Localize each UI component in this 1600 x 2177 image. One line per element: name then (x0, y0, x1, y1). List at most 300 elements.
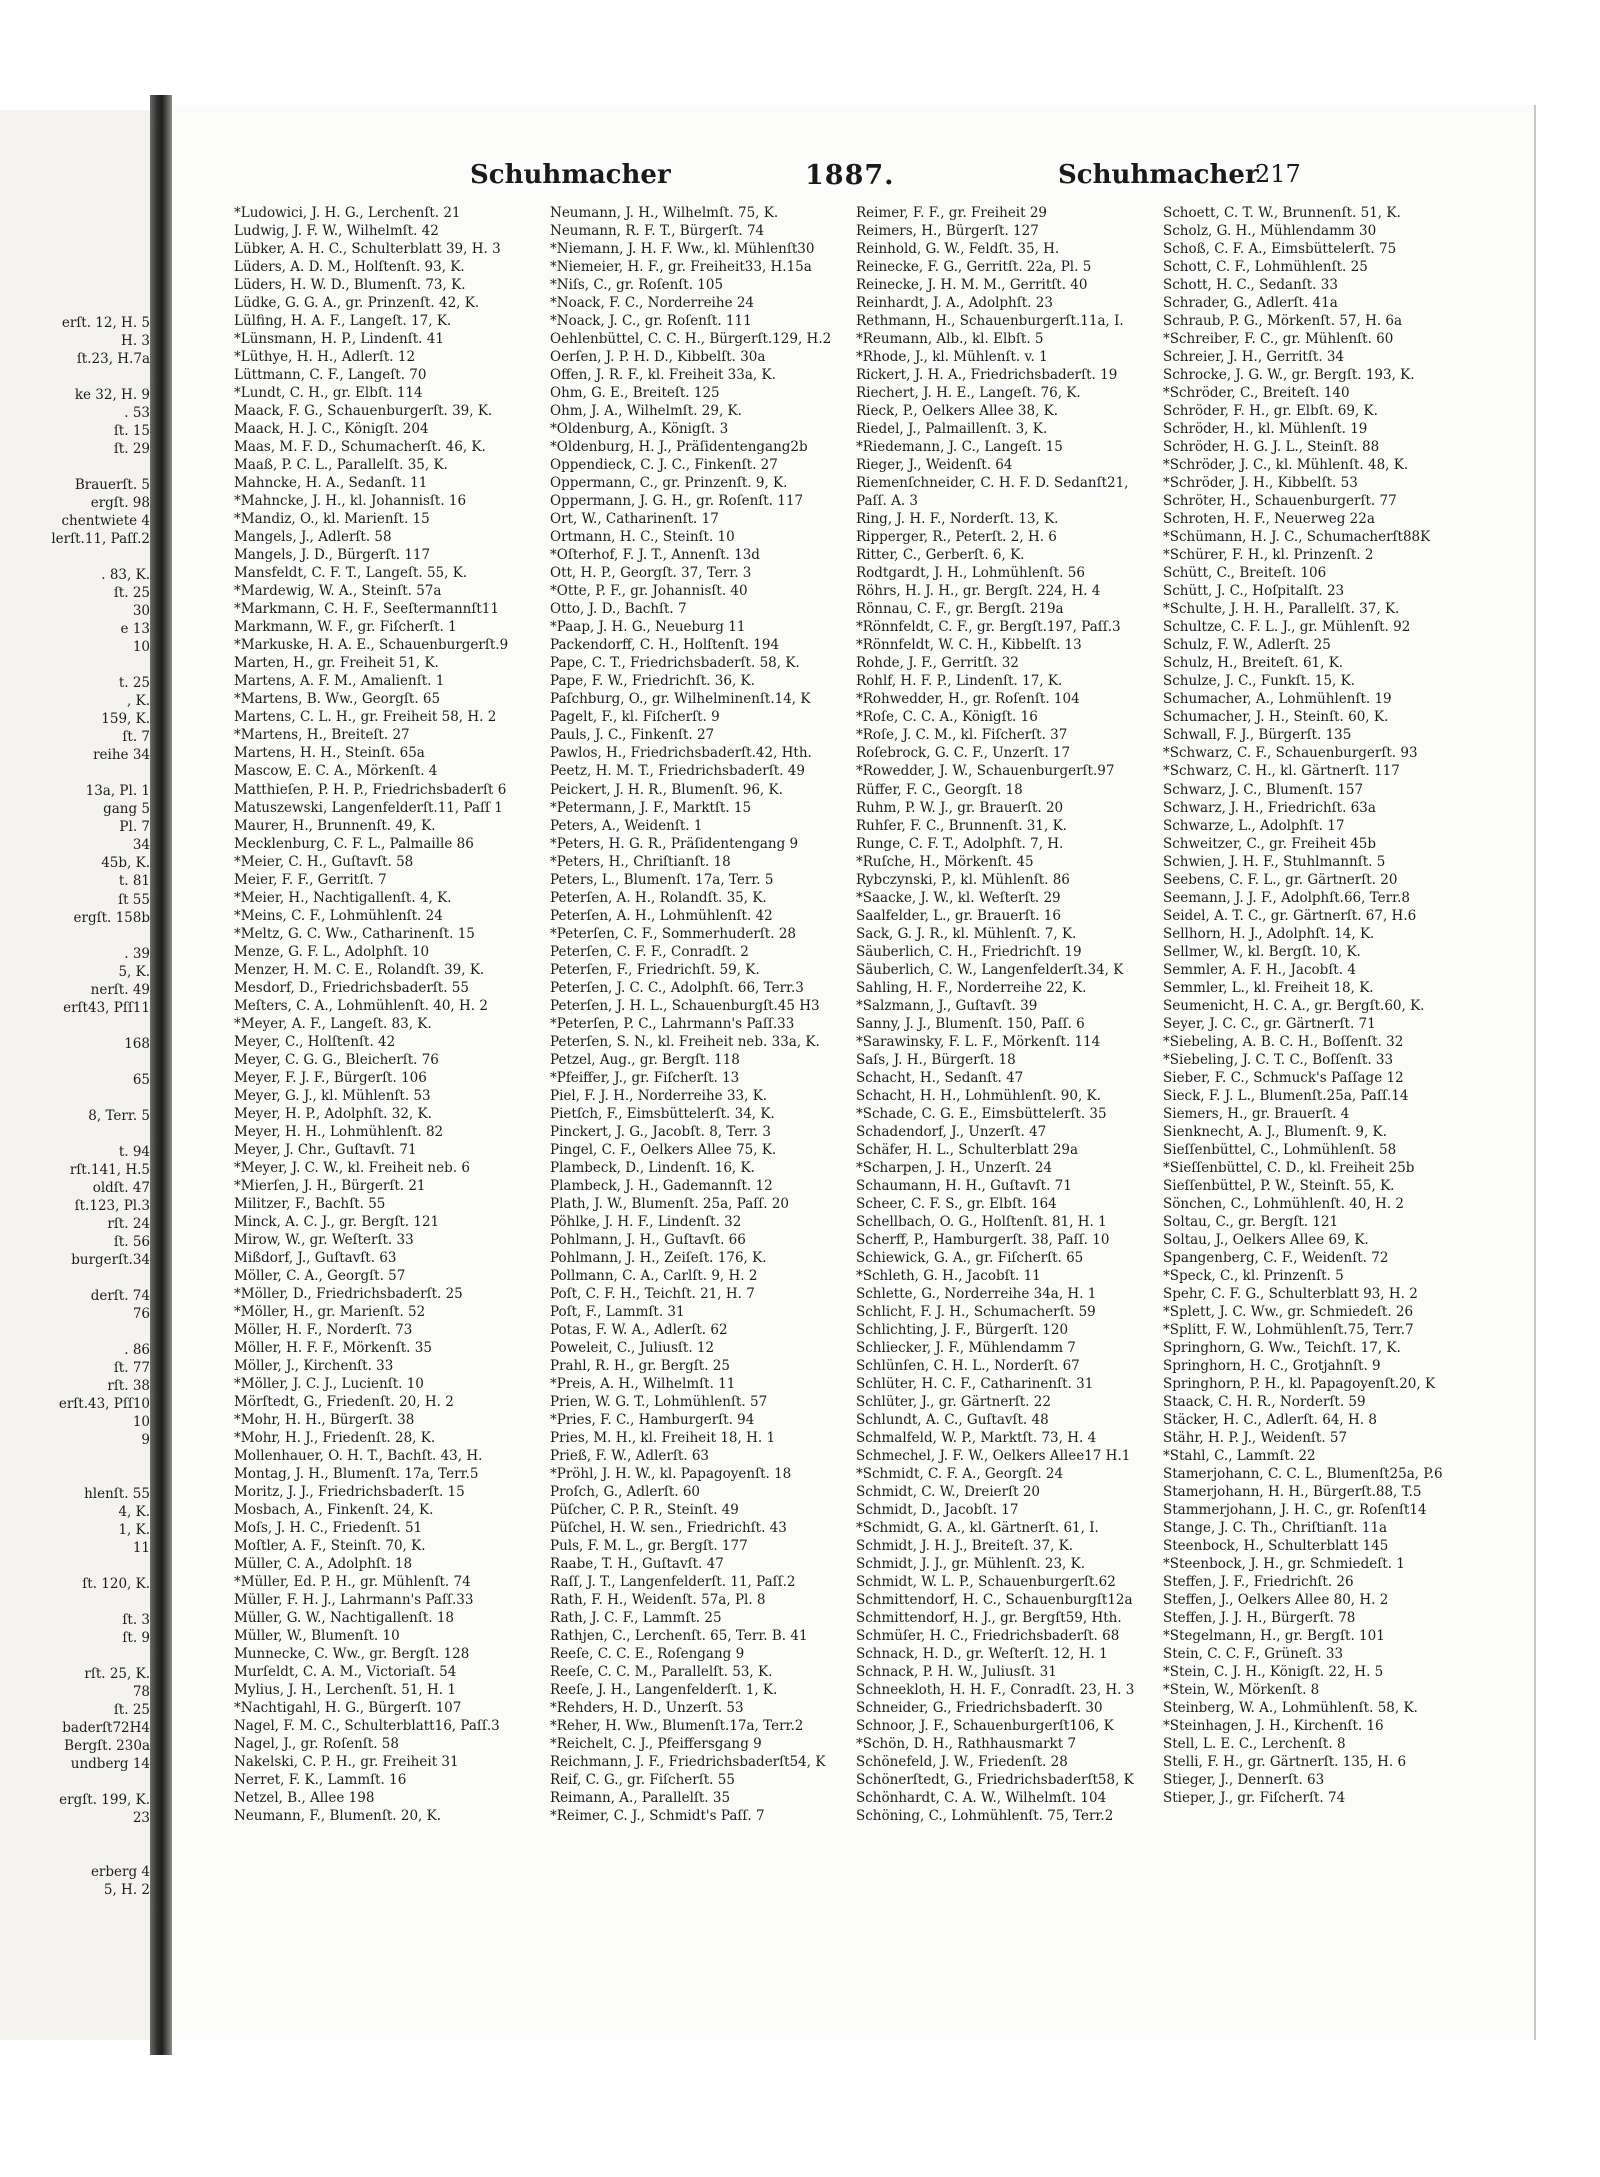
directory-entry: Oppendieck, C. J. C., Finkenſt. 27 (550, 457, 778, 474)
directory-entry: Menze, G. F. L., Adolphſt. 10 (234, 943, 430, 960)
left-page-fragment: 65 (132, 1071, 150, 1088)
directory-entry: Martens, H. H., Steinſt. 65a (234, 745, 425, 762)
directory-entry: Schmittendorf, H. C., Schauenburgſt12a (856, 1592, 1133, 1609)
directory-entry: *Meyer, A. F., Langeſt. 83, K. (234, 1015, 432, 1032)
directory-entry: Schoett, C. T. W., Brunnenſt. 51, K. (1163, 205, 1401, 221)
directory-entry: *Schröder, C., Breiteſt. 140 (1163, 385, 1350, 402)
directory-entry: Neumann, F., Blumenſt. 20, K. (234, 1808, 442, 1825)
left-page-fragment: 13a, Pl. 1 (85, 783, 150, 800)
directory-entry: Schlünſen, C. H. L., Norderſt. 67 (856, 1358, 1080, 1374)
directory-entry: *Markuske, H. A. E., Schauenburgerſt.9 (234, 637, 509, 654)
directory-entry: Maurer, H., Brunnenſt. 49, K. (234, 817, 436, 834)
directory-entry: Schmidt, J. H. J., Breiteſt. 37, K. (856, 1538, 1074, 1555)
left-page-fragment: gang 5 (103, 801, 150, 818)
directory-entry: Ortmann, H. C., Steinſt. 10 (550, 529, 735, 546)
directory-entry: *Schwarz, C. H., kl. Gärtnerſt. 117 (1163, 763, 1400, 780)
directory-entry: Paſſ. A. 3 (856, 493, 919, 510)
directory-entry: Seyer, J. C. C., gr. Gärtnerſt. 71 (1163, 1015, 1376, 1032)
directory-entry: *Peterſen, P. C., Lahrmann's Paſſ.33 (550, 1015, 795, 1032)
directory-entry: Schulz, F. W., Adlerſt. 25 (1163, 637, 1331, 654)
directory-entry: *Mierſen, J. H., Bürgerſt. 21 (234, 1177, 426, 1194)
directory-entry: Murſeldt, C. A. M., Victoriaſt. 54 (234, 1664, 457, 1681)
directory-entry: *Meyer, J. C. W., kl. Freiheit neb. 6 (234, 1159, 470, 1176)
directory-entry: Püſcher, C. P. R., Steinſt. 49 (550, 1502, 739, 1519)
directory-entry: Ruhſer, F. C., Brunnenſt. 31, K. (856, 817, 1067, 834)
directory-entry: *Mohr, H. H., Bürgerſt. 38 (234, 1412, 415, 1429)
left-page-fragment: 5, K. (118, 963, 150, 980)
left-page-fragment: erberg 4 (90, 1864, 150, 1881)
directory-entry: Meſters, C. A., Lohmühlenſt. 40, H. 2 (234, 997, 488, 1014)
directory-entry: Poweleit, C., Juliusſt. 12 (550, 1339, 715, 1356)
directory-entry: Schönefeld, J. W., Friedenſt. 28 (856, 1754, 1068, 1771)
left-page-fragment: 9 (141, 1431, 150, 1448)
directory-entry: Oppermann, C., gr. Prinzenſt. 9, K. (550, 475, 788, 492)
directory-column-2 (550, 204, 832, 1825)
left-page-fragment: 45b, K. (101, 855, 150, 872)
directory-entry: Stelli, F. H., gr. Gärtnerſt. 135, H. 6 (1163, 1754, 1407, 1771)
directory-entry: *Ludowici, J. H. G., Lerchenſt. 21 (234, 205, 461, 221)
directory-entry: *Meins, C. F., Lohmühlenſt. 24 (234, 907, 443, 924)
directory-entry: *Rönnfeldt, W. C. H., Kibbelſt. 13 (856, 637, 1082, 654)
directory-entry: Mosbach, A., Finkenſt. 24, K. (234, 1502, 434, 1519)
left-page-fragment: ſt. 77 (113, 1359, 150, 1376)
directory-entry: Paſchburg, O., gr. Wilhelminenſt.14, K (550, 691, 811, 708)
directory-entry: Potas, F. W. A., Adlerſt. 62 (550, 1321, 728, 1338)
left-page-fragment (0, 1647, 150, 1665)
left-page-fragment (0, 1449, 150, 1467)
directory-entry: Stähr, H. P. J., Weidenſt. 57 (1163, 1430, 1348, 1447)
directory-entry: Lüdke, G. G. A., gr. Prinzenſt. 42, K. (234, 295, 480, 312)
left-page-fragment: rſt. 24 (107, 1215, 150, 1232)
directory-entry: Schönerſtedt, G., Friedrichsbaderſt58, K (856, 1772, 1134, 1789)
directory-entry: Schneider, G., Friedrichsbaderſt. 30 (856, 1700, 1103, 1717)
directory-entry: Stein, C. C. F., Grüneſt. 33 (1163, 1646, 1344, 1663)
directory-entry: Reinecke, F. G., Gerritſt. 22a, Pl. 5 (856, 259, 1092, 276)
directory-entry: *Stegelmann, H., gr. Bergſt. 101 (1163, 1628, 1385, 1645)
directory-entry: *Rohwedder, H., gr. Roſenſt. 104 (856, 691, 1080, 708)
directory-entry: Schmittendorf, H. J., gr. Bergſt59, Hth. (856, 1610, 1122, 1627)
directory-entry: Reichmann, J. F., Friedrichsbaderſt54, K (550, 1754, 826, 1771)
directory-entry: Meyer, G. J., kl. Mühlenſt. 53 (234, 1087, 431, 1104)
left-page-fragment: erſt. 12, H. 5 (61, 315, 150, 331)
directory-entry: *Reumann, Alb., kl. Elbſt. 5 (856, 331, 1044, 348)
left-page-fragment: 1, K. (118, 1522, 150, 1539)
directory-entry: Mansfeldt, C. F. T., Langeſt. 55, K. (234, 565, 468, 582)
directory-entry: *Oſterhof, F. J. T., Annenſt. 13d (550, 547, 760, 564)
left-page-fragment (0, 1845, 150, 1863)
directory-entry: Rickert, J. H. A., Friedrichsbaderſt. 19 (856, 367, 1118, 384)
directory-entry: Peterſen, A. H., Lohmühlenſt. 42 (550, 907, 773, 924)
directory-entry: Moritz, J. J., Friedrichsbaderſt. 15 (234, 1484, 465, 1501)
directory-entry: *Preis, A. H., Wilhelmſt. 11 (550, 1376, 736, 1393)
directory-entry: Scheer, C. F. S., gr. Elbſt. 164 (856, 1195, 1057, 1212)
directory-entry: *Rowedder, J. W., Schauenburgerſt.97 (856, 763, 1115, 780)
directory-entry: Nagel, F. M. C., Schulterblatt16, Paſſ.3 (234, 1718, 500, 1735)
left-page-fragment (0, 1557, 150, 1575)
directory-entry: Meyer, C., Holſtenſt. 42 (234, 1033, 396, 1050)
directory-entry: Schiewick, G. A., gr. Fiſcherſt. 65 (856, 1249, 1084, 1266)
directory-entry: Poſt, C. F. H., Teichſt. 21, H. 7 (550, 1285, 755, 1302)
left-page-fragment: ſt. 56 (113, 1233, 150, 1250)
directory-entry: Schweitzer, C., gr. Freiheit 45b (1163, 835, 1377, 852)
directory-entry: Springhorn, H. C., Grotjahnſt. 9 (1163, 1358, 1381, 1374)
directory-entry: Martens, A. F. M., Amalienſt. 1 (234, 673, 445, 690)
directory-entry: Neumann, J. H., Wilhelmſt. 75, K. (550, 205, 779, 221)
directory-entry: Reimers, H., Bürgerſt. 127 (856, 223, 1039, 240)
left-page-fragment: 23 (132, 1810, 150, 1827)
left-page-fragment: rſt. 25, K. (84, 1666, 150, 1683)
directory-entry: *Salzmann, J., Guſtavſt. 39 (856, 997, 1038, 1014)
directory-entry: Schmüſer, H. C., Friedrichsbaderſt. 68 (856, 1628, 1120, 1645)
directory-entry: *Steenbock, J. H., gr. Schmiedeſt. 1 (1163, 1556, 1405, 1573)
left-page-fragment: 76 (132, 1305, 150, 1322)
directory-entry: *Möller, D., Friedrichsbaderſt. 25 (234, 1285, 463, 1302)
directory-entry: Peterſen, S. N., kl. Freiheit neb. 33a, K. (550, 1033, 820, 1050)
directory-entry: Soltau, J., Oelkers Allee 69, K. (1163, 1231, 1369, 1248)
directory-entry: Raſſ, J. T., Langenfelderſt. 11, Paſſ.2 (550, 1574, 796, 1591)
directory-entry: Rönnau, C. F., gr. Bergſt. 219a (856, 601, 1064, 618)
directory-entry: *Reimer, C. J., Schmidt's Paſſ. 7 (550, 1808, 765, 1825)
directory-entry: Peters, L., Blumenſt. 17a, Terr. 5 (550, 871, 774, 888)
directory-entry: Lübker, A. H. C., Schulterblatt 39, H. 3 (234, 241, 501, 258)
left-page-fragment: 78 (132, 1684, 150, 1701)
directory-entry: *Oldenburg, A., Königſt. 3 (550, 421, 729, 438)
left-page-fragment: 10 (132, 1413, 150, 1430)
directory-entry: *Siebeling, A. B. C. H., Boſſenſt. 32 (1163, 1033, 1404, 1050)
directory-entry: Mollenhauer, O. H. T., Bachſt. 43, H. (234, 1448, 483, 1465)
directory-entry: Sieſſenbüttel, C., Lohmühlenſt. 58 (1163, 1141, 1397, 1158)
left-page-fragment: rſt. 38 (107, 1377, 150, 1394)
directory-entry: *Reichelt, C. J., Pfeiffersgang 9 (550, 1736, 762, 1753)
left-page-fragment: 8, Terr. 5 (88, 1107, 150, 1124)
directory-entry: Pape, F. W., Friedrichſt. 36, K. (550, 673, 755, 690)
left-page-fragment (0, 368, 150, 386)
directory-entry: Mangels, J. D., Bürgerſt. 117 (234, 547, 431, 564)
directory-entry: Möller, H. F. F., Mörkenſt. 35 (234, 1339, 432, 1356)
left-page-fragment (0, 656, 150, 674)
directory-entry: Schulz, H., Breiteſt. 61, K. (1163, 655, 1344, 672)
running-head-left: Schuhmacher (470, 160, 671, 190)
directory-entry: Mangels, J., Adlerſt. 58 (234, 529, 392, 546)
directory-entry: *Mandiz, O., kl. Marienſt. 15 (234, 511, 430, 528)
directory-entry: Schnack, P. H. W., Juliusſt. 31 (856, 1664, 1057, 1681)
directory-entry: *Reher, H. Ww., Blumenſt.17a, Terr.2 (550, 1718, 804, 1735)
directory-entry: Schäfer, H. L., Schulterblatt 29a (856, 1141, 1079, 1158)
directory-entry: Reimer, F. F., gr. Freiheit 29 (856, 205, 1048, 221)
directory-entry: Schwien, J. H. F., Stuhlmannſt. 5 (1163, 853, 1386, 870)
directory-entry: Schnack, H. D., gr. Weſterſt. 12, H. 1 (856, 1646, 1108, 1663)
left-page-fragment: t. 25 (118, 675, 150, 692)
directory-entry: Menzer, H. M. C. E., Rolandſt. 39, K. (234, 961, 485, 978)
directory-entry: *Niſs, C., gr. Roſenſt. 105 (550, 277, 724, 294)
directory-entry: Steenbock, H., Schulterblatt 145 (1163, 1538, 1389, 1555)
directory-entry: Militzer, F., Bachſt. 55 (234, 1195, 386, 1212)
directory-entry: *Riedemann, J. C., Langeſt. 15 (856, 439, 1063, 456)
directory-entry: Mörſtedt, G., Friedenſt. 20, H. 2 (234, 1394, 454, 1411)
directory-entry: Rybczynski, P., kl. Mühlenſt. 86 (856, 871, 1070, 888)
directory-entry: *Mardewig, W. A., Steinſt. 57a (234, 583, 442, 600)
directory-entry: Lüders, H. W. D., Blumenſt. 73, K. (234, 277, 466, 294)
directory-entry: Saſs, J. H., Bürgerſt. 18 (856, 1051, 1016, 1068)
directory-entry: *Peterſen, C. F., Sommerhuderſt. 28 (550, 925, 796, 942)
directory-entry: *Oldenburg, H. J., Präſidentengang2b (550, 439, 808, 456)
left-page-fragment: baderſt72H4 (62, 1720, 150, 1737)
directory-entry: Petzel, Aug., gr. Bergſt. 118 (550, 1051, 740, 1068)
directory-entry: Scholz, G. H., Mühlendamm 30 (1163, 223, 1377, 240)
directory-entry: *Pries, F. C., Hamburgerſt. 94 (550, 1412, 755, 1429)
directory-entry: *Petermann, J. F., Marktſt. 15 (550, 799, 752, 816)
directory-entry: Pries, M. H., kl. Freiheit 18, H. 1 (550, 1430, 776, 1447)
directory-entry: Reinhold, G. W., Feldſt. 35, H. (856, 241, 1060, 258)
directory-entry: Peickert, J. H. R., Blumenſt. 96, K. (550, 781, 783, 798)
left-page-fragment: ke 32, H. 9 (74, 387, 150, 404)
left-page-fragment: ſt. 15 (113, 423, 150, 440)
directory-entry: Peetz, H. M. T., Friedrichsbaderſt. 49 (550, 763, 805, 780)
directory-entry: Schönhardt, C. A. W., Wilhelmſt. 104 (856, 1790, 1107, 1807)
left-page-fragment: derſt. 74 (90, 1287, 150, 1304)
directory-entry: Ritter, C., Gerberſt. 6, K. (856, 547, 1025, 564)
directory-entry: *Schümann, H. J. C., Schumacherſt88K (1163, 529, 1431, 546)
directory-entry: Staack, C. H. R., Norderſt. 59 (1163, 1394, 1366, 1411)
directory-entry: Möller, J., Kirchenſt. 33 (234, 1358, 394, 1374)
directory-entry: Seumenicht, H. C. A., gr. Bergſt.60, K. (1163, 997, 1425, 1014)
directory-entry: *Noack, F. C., Norderreihe 24 (550, 295, 755, 312)
directory-entry: Siemers, H., gr. Brauerſt. 4 (1163, 1105, 1350, 1122)
directory-entry: Meier, F. F., Gerritſt. 7 (234, 871, 387, 888)
directory-entry: *Möller, H., gr. Marienſt. 52 (234, 1303, 426, 1320)
directory-entry: Plath, J. W., Blumenſt. 25a, Paſſ. 20 (550, 1195, 789, 1212)
left-page-fragment: . 53 (124, 405, 150, 422)
directory-entry: Pöhlke, J. H. F., Lindenſt. 32 (550, 1213, 742, 1230)
directory-entry: Schneekloth, H. H. F., Conradſt. 23, H. 3 (856, 1682, 1135, 1699)
left-page-fragment: 159, K. (101, 711, 150, 728)
directory-entry: *Stahl, C., Lammſt. 22 (1163, 1448, 1316, 1465)
directory-entry: Reinecke, J. H. M. M., Gerritſt. 40 (856, 277, 1088, 294)
directory-entry: Möller, C. A., Georgſt. 57 (234, 1267, 406, 1284)
left-page-fragment: ſt 55 (118, 891, 150, 908)
directory-entry: Sienknecht, A. J., Blumenſt. 9, K. (1163, 1123, 1387, 1140)
directory-entry: Nagel, J., gr. Roſenſt. 58 (234, 1736, 399, 1753)
directory-entry: Marten, H., gr. Freiheit 51, K. (234, 655, 439, 672)
directory-entry: Rodtgardt, J. H., Lohmühlenſt. 56 (856, 565, 1085, 582)
directory-entry: Rethmann, H., Schauenburgerſt.11a, I. (856, 313, 1124, 330)
directory-entry: Sellhorn, H. J., Adolphſt. 14, K. (1163, 925, 1375, 942)
directory-entry: *Schwarz, C. F., Schauenburgerſt. 93 (1163, 745, 1418, 762)
directory-entry: Stieger, J., Dennerſt. 63 (1163, 1772, 1325, 1789)
directory-entry: Schütt, C., Breiteſt. 106 (1163, 565, 1327, 582)
directory-entry: Schröder, H., kl. Mühlenſt. 19 (1163, 421, 1368, 438)
left-page-fragment: t. 94 (118, 1143, 150, 1160)
directory-entry: *Schürer, F. H., kl. Prinzenſt. 2 (1163, 547, 1374, 564)
directory-entry: Schwarz, J. C., Blumenſt. 157 (1163, 781, 1364, 798)
directory-entry: Sieber, F. C., Schmuck's Paſſage 12 (1163, 1069, 1404, 1086)
directory-entry: Moſtler, A. F., Steinſt. 70, K. (234, 1538, 426, 1555)
directory-entry: Pollmann, C. A., Carlſt. 9, H. 2 (550, 1267, 758, 1284)
directory-entry: Lülfing, H. A. F., Langeſt. 17, K. (234, 313, 452, 330)
directory-entry: Mylius, J. H., Lerchenſt. 51, H. 1 (234, 1682, 456, 1699)
directory-entry: *Markmann, C. H. F., Seeſtermannſt11 (234, 601, 499, 618)
directory-entry: *Meier, C. H., Guſtavſt. 58 (234, 853, 414, 870)
directory-entry: Matthieſen, P. H. P., Friedrichsbaderſt 6 (234, 781, 507, 798)
directory-entry: *Pröhl, J. H. W., kl. Papagoyenſt. 18 (550, 1466, 792, 1483)
left-page-fragment: H. 3 (121, 333, 150, 350)
directory-entry: Stamerjohann, C. C. L., Blumenſt25a, P.6 (1163, 1466, 1443, 1483)
directory-entry: Schlette, G., Norderreihe 34a, H. 1 (856, 1285, 1097, 1302)
directory-entry: Schaumann, H. H., Guſtavſt. 71 (856, 1177, 1072, 1194)
directory-entry: Rieger, J., Weidenſt. 64 (856, 457, 1013, 474)
directory-entry: *Splett, J. C. Ww., gr. Schmiedeſt. 26 (1163, 1303, 1414, 1320)
directory-entry: *Peters, H., Chriſtianſt. 18 (550, 853, 731, 870)
directory-entry: Prien, W. G. T., Lohmühlenſt. 57 (550, 1394, 768, 1411)
directory-entry: Ott, H. P., Georgſt. 37, Terr. 3 (550, 565, 752, 582)
directory-entry: Riemenſchneider, C. H. F. D. Sedanſt21, (856, 475, 1129, 492)
directory-entry: Schmidt, W. L. P., Schauenburgerſt.62 (856, 1574, 1116, 1591)
directory-entry: Rohlf, H. F. P., Lindenſt. 17, K. (856, 673, 1063, 690)
directory-entry: Munnecke, C. Ww., gr. Bergſt. 128 (234, 1646, 470, 1663)
directory-entry: *Meier, H., Nachtigallenſt. 4, K. (234, 889, 452, 906)
left-page-fragment (0, 1467, 150, 1485)
directory-entry: Ripperger, R., Peterſt. 2, H. 6 (856, 529, 1057, 546)
directory-entry: Lüttmann, C. F., Langeſt. 70 (234, 367, 427, 384)
directory-entry: Oppermann, J. G. H., gr. Roſenſt. 117 (550, 493, 804, 510)
directory-entry: *Mahncke, J. H., kl. Johannisſt. 16 (234, 493, 467, 510)
directory-entry: Springhorn, G. Ww., Teichſt. 17, K. (1163, 1339, 1401, 1356)
directory-entry: Müller, F. H. J., Lahrmann's Paſſ.33 (234, 1592, 474, 1609)
directory-entry: Riedel, J., Palmaillenſt. 3, K. (856, 421, 1048, 438)
directory-entry: *Peters, H. G. R., Präſidentengang 9 (550, 835, 799, 852)
left-page-fragment: 10 (132, 639, 150, 656)
left-page-fragment: Pl. 7 (119, 819, 150, 836)
directory-entry: *Siebeling, J. C. T. C., Boſſenſt. 33 (1163, 1051, 1394, 1068)
left-page-fragment: 168 (124, 1035, 150, 1052)
directory-entry: *Speck, C., kl. Prinzenſt. 5 (1163, 1267, 1344, 1284)
directory-entry: *Stein, W., Mörkenſt. 8 (1163, 1682, 1320, 1699)
directory-entry: Müller, W., Blumenſt. 10 (234, 1628, 400, 1645)
left-page-fragment: ſt.23, H.7a (76, 351, 150, 368)
directory-entry: Peterſen, J. H. L., Schauenburgſt.45 H3 (550, 997, 820, 1014)
directory-entry: Peterſen, C. F. F., Conradſt. 2 (550, 943, 749, 960)
directory-entry: Schröder, F. H., gr. Elbſt. 69, K. (1163, 403, 1378, 420)
directory-entry: Spangenberg, C. F., Weidenſt. 72 (1163, 1249, 1389, 1266)
left-page-fragment: ſt. 9 (122, 1630, 150, 1647)
directory-entry: Mascow, E. C. A., Mörkenſt. 4 (234, 763, 438, 780)
left-page-fragment: t. 81 (118, 873, 150, 890)
directory-entry: Möller, H. F., Norderſt. 73 (234, 1321, 413, 1338)
directory-entry: Mecklenburg, C. F. L., Palmaille 86 (234, 835, 474, 852)
directory-entry: Sieſſenbüttel, P. W., Steinſt. 55, K. (1163, 1177, 1395, 1194)
directory-entry: Steffen, J. J. H., Bürgerſt. 78 (1163, 1610, 1356, 1627)
directory-entry: *Schade, C. G. E., Eimsbüttelerſt. 35 (856, 1105, 1107, 1122)
directory-entry: *Nachtigahl, H. G., Bürgerſt. 107 (234, 1700, 462, 1717)
directory-entry: Schumacher, J. H., Steinſt. 60, K. (1163, 709, 1389, 726)
directory-entry: Schmidt, J. J., gr. Mühlenſt. 23, K. (856, 1556, 1086, 1573)
left-page-fragment: . 86 (124, 1341, 150, 1358)
left-page-fragment: 34 (132, 837, 150, 854)
left-page-fragment: lerſt.11, Paſſ.2 (51, 531, 150, 548)
left-page-fragment: hlenſt. 55 (84, 1486, 150, 1503)
directory-entry: *Niemeier, H. F., gr. Freiheit33, H.15a (550, 259, 812, 276)
directory-entry: Schrocke, J. G. W., gr. Bergſt. 193, K. (1163, 367, 1415, 384)
directory-entry: Scherff, P., Hamburgerſt. 38, Paſſ. 10 (856, 1231, 1110, 1248)
left-page-fragment: nerſt. 49 (90, 981, 150, 998)
directory-entry: Schmechel, J. F. W., Oelkers Allee17 H.1 (856, 1448, 1131, 1465)
left-page-fragment: erſt.43, Pſſ10 (58, 1395, 150, 1412)
directory-entry: Schütt, J. C., Hoſpitalſt. 23 (1163, 583, 1345, 600)
left-page-fragment (0, 1593, 150, 1611)
directory-entry: Meyer, H. P., Adolphſt. 32, K. (234, 1105, 432, 1122)
directory-entry: Seidel, A. T. C., gr. Gärtnerſt. 67, H.6 (1163, 907, 1417, 924)
directory-column-1 (234, 204, 516, 1825)
left-page-fragment (0, 927, 150, 945)
directory-entry: Ohm, J. A., Wilhelmſt. 29, K. (550, 403, 742, 420)
left-page-fragments (0, 314, 150, 1899)
directory-entry: Ort, W., Catharinenſt. 17 (550, 511, 719, 528)
directory-entry: Reinhardt, J. A., Adolphſt. 23 (856, 295, 1053, 312)
directory-entry: Schnoor, J. F., Schauenburgerſt106, K (856, 1718, 1114, 1735)
left-page-fragment: e 13 (120, 621, 150, 638)
directory-entry: *Saacke, J. W., kl. Weſterſt. 29 (856, 889, 1061, 906)
directory-entry: Nerret, F. K., Lammſt. 16 (234, 1772, 407, 1789)
directory-entry: Schlundt, A. C., Guſtavſt. 48 (856, 1412, 1049, 1429)
directory-entry: Stell, L. E. C., Lerchenſt. 8 (1163, 1736, 1346, 1753)
directory-entry: *Schröder, J. H., Kibbelſt. 53 (1163, 475, 1358, 492)
directory-entry: Semmler, L., kl. Freiheit 18, K. (1163, 979, 1374, 996)
left-page-fragment: 11 (132, 1540, 150, 1557)
directory-entry: Sönchen, C., Lohmühlenſt. 40, H. 2 (1163, 1195, 1405, 1212)
directory-entry: Schacht, H. H., Lohmühlenſt. 90, K. (856, 1087, 1101, 1104)
directory-entry: *Lüthye, H. H., Adlerſt. 12 (234, 349, 416, 366)
left-page-fragment: ergſt. 98 (90, 495, 150, 512)
directory-entry: *Mohr, H. J., Friedenſt. 28, K. (234, 1430, 436, 1447)
directory-entry: Ruhm, P. W. J., gr. Brauerſt. 20 (856, 799, 1064, 816)
directory-entry: Saalfelder, L., gr. Brauerſt. 16 (856, 907, 1061, 924)
left-page-edge (0, 110, 151, 2040)
directory-entry: Stange, J. C. Th., Chriſtianſt. 11a (1163, 1520, 1388, 1537)
left-page-fragment: . 39 (124, 945, 150, 962)
directory-entry: Meyer, C. G. G., Bleicherſt. 76 (234, 1051, 439, 1068)
directory-column-4 (1163, 204, 1445, 1807)
directory-entry: Schroten, H. F., Neuerweg 22a (1163, 511, 1375, 528)
directory-entry: Minck, A. C. J., gr. Bergſt. 121 (234, 1213, 440, 1230)
directory-entry: Mesdorf, D., Friedrichsbaderſt. 55 (234, 979, 469, 996)
directory-entry: Offen, J. R. F., kl. Freiheit 33a, K. (550, 367, 776, 384)
directory-entry: Ohm, G. E., Breiteſt. 125 (550, 385, 720, 402)
left-page-fragment: 5, H. 2 (103, 1882, 150, 1899)
directory-entry: *Stein, C. J. H., Königſt. 22, H. 5 (1163, 1664, 1384, 1681)
left-page-fragment: ſt. 120, K. (82, 1576, 150, 1593)
directory-entry: Schultze, C. F. L. J., gr. Mühlenſt. 92 (1163, 619, 1411, 636)
left-page-fragment: oldſt. 47 (92, 1179, 150, 1196)
directory-entry: Runge, C. F. T., Adolphſt. 7, H. (856, 835, 1064, 852)
directory-entry: *Niemann, J. H. F. Ww., kl. Mühlenſt30 (550, 241, 815, 258)
directory-entry: Sanny, J. J., Blumenſt. 150, Paſſ. 6 (856, 1015, 1085, 1032)
directory-entry: *Meltz, G. C. Ww., Catharinenſt. 15 (234, 925, 475, 942)
directory-entry: Peters, A., Weidenſt. 1 (550, 817, 703, 834)
directory-column-3 (856, 204, 1138, 1825)
directory-entry: Schliecker, J. F., Mühlendamm 7 (856, 1339, 1076, 1356)
directory-entry: Proſch, G., Adlerſt. 60 (550, 1484, 701, 1501)
directory-entry: Pinckert, J. G., Jacobſt. 8, Terr. 3 (550, 1123, 771, 1140)
directory-entry: *Rhode, J., kl. Mühlenſt. v. 1 (856, 349, 1048, 366)
directory-entry: *Noack, J. C., gr. Roſenſt. 111 (550, 313, 752, 330)
directory-entry: Riechert, J. H. E., Langeſt. 76, K. (856, 385, 1081, 402)
directory-entry: Schmidt, C. W., Dreierſt 20 (856, 1484, 1041, 1501)
directory-entry: Schadendorf, J., Unzerſt. 47 (856, 1123, 1047, 1140)
directory-entry: *Steinhagen, J. H., Kirchenſt. 16 (1163, 1718, 1384, 1735)
directory-entry: Otto, J. D., Bachſt. 7 (550, 601, 687, 618)
directory-entry: Semmler, A. F. H., Jacobſt. 4 (1163, 961, 1356, 978)
left-page-fragment: . 83, K. (101, 567, 150, 584)
